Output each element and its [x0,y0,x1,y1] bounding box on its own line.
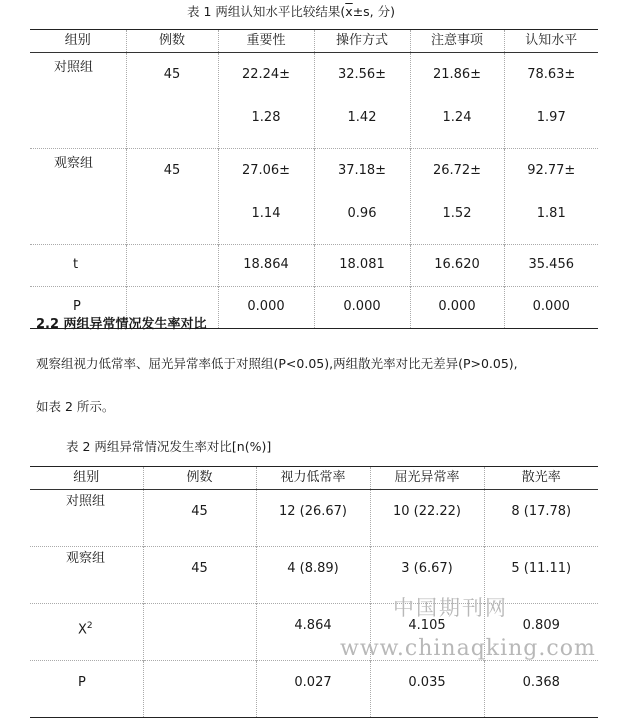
table2-header-cell: 例数 [143,467,256,490]
mean-value: 26.72± [432,163,482,178]
table1-header-cell: 组别 [30,30,126,53]
table1-header-cell: 例数 [126,30,218,53]
sd-value: 1.97 [536,110,566,125]
stat-cell: 4.105 [370,604,484,661]
group-cell: 观察组 [30,149,126,245]
table1-header-cell: 重要性 [218,30,314,53]
stat-cell: 4.864 [256,604,370,661]
value-cell: 3 (6.67) [370,547,484,604]
table2-header-cell: 视力低常率 [256,467,370,490]
stat-label-cell: t [30,245,126,287]
sd-value: 1.42 [347,110,377,125]
value-cell: 4 (8.89) [256,547,370,604]
table-row [30,149,598,245]
stat-cell: 35.456 [504,245,598,287]
table1-caption-xbar: $\overline{x}$ [345,4,353,19]
paragraph-line: 如表 2 所示。 [36,399,115,414]
table1-caption-suffix: ±s, 分) [352,4,395,19]
value-cell [314,149,410,245]
table1-header-row [30,30,598,53]
sd-value: 1.14 [251,206,281,221]
table2-header-row [30,467,598,490]
chi-square-symbol: X [78,622,87,638]
chi-square-exponent: 2 [86,621,93,631]
table2-header-cell: 组别 [30,467,143,490]
stat-cell: 0.368 [484,661,598,718]
stat-cell: 0.809 [484,604,598,661]
stat-label-cell: P [30,287,126,329]
table1-header-cell: 操作方式 [314,30,410,53]
sd-value: 1.24 [442,110,472,125]
mean-value: 78.63± [527,67,576,82]
stat-cell: 0.027 [256,661,370,718]
stat-label-cell [30,604,143,661]
watermark-title: 中国期刊网 [393,596,508,620]
stat-cell: 18.081 [314,245,410,287]
value-cell [314,53,410,149]
stat-cell: 0.035 [370,661,484,718]
stat-label-cell: P [30,661,143,718]
table-row [30,490,598,547]
section-heading: 2.2 两组异常情况发生率对比 [36,317,207,332]
group-cell: 观察组 [30,547,143,604]
stat-cell: 0.000 [504,287,598,329]
watermark-url: www.chinaqking.com [340,636,596,661]
value-cell [410,53,504,149]
stat-cell: 18.864 [218,245,314,287]
table1-caption-prefix: 表 1 两组认知水平比较结果( [187,4,346,19]
table-row [30,245,598,287]
table2 [30,466,598,718]
value-cell: 5 (11.11) [484,547,598,604]
mean-value: 27.06± [241,163,291,178]
value-cell [410,149,504,245]
count-cell: 45 [126,149,218,245]
stat-cell: 0.000 [314,287,410,329]
table-row [30,661,598,718]
value-cell: 8 (17.78) [484,490,598,547]
table1-header-cell: 认知水平 [504,30,598,53]
value-cell [218,149,314,245]
mean-value: 22.24± [241,67,291,82]
stat-cell: 16.620 [410,245,504,287]
value-cell [218,53,314,149]
stat-cell: 0.000 [218,287,314,329]
value-cell [504,149,598,245]
table1 [30,29,598,329]
sd-value: 1.52 [442,206,472,221]
mean-value: 37.18± [337,163,387,178]
sd-value: 1.28 [251,110,281,125]
sd-value: 0.96 [347,206,377,221]
empty-cell [126,245,218,287]
group-cell: 对照组 [30,490,143,547]
mean-value: 21.86± [432,67,482,82]
count-cell: 45 [143,547,256,604]
mean-value: 32.56± [337,67,387,82]
mean-value: 92.77± [527,163,576,178]
value-cell: 10 (22.22) [370,490,484,547]
value-cell [504,53,598,149]
sd-value: 1.81 [536,206,566,221]
table2-caption: 表 2 两组异常情况发生率对比[n(%)] [66,439,272,454]
empty-cell [143,661,256,718]
paragraph-line: 观察组视力低常率、屈光异常率低于对照组(P<0.05),两组散光率对比无差异(P>0.05), [36,356,518,371]
empty-cell [143,604,256,661]
table2-header-cell: 屈光异常率 [370,467,484,490]
count-cell: 45 [143,490,256,547]
value-cell: 12 (26.67) [256,490,370,547]
stat-cell: 0.000 [410,287,504,329]
table2-header-cell: 散光率 [484,467,598,490]
group-cell: 对照组 [30,53,126,149]
table-row [30,547,598,604]
table1-header-cell: 注意事项 [410,30,504,53]
count-cell: 45 [126,53,218,149]
table-row [30,53,598,149]
table1-caption [187,2,395,20]
